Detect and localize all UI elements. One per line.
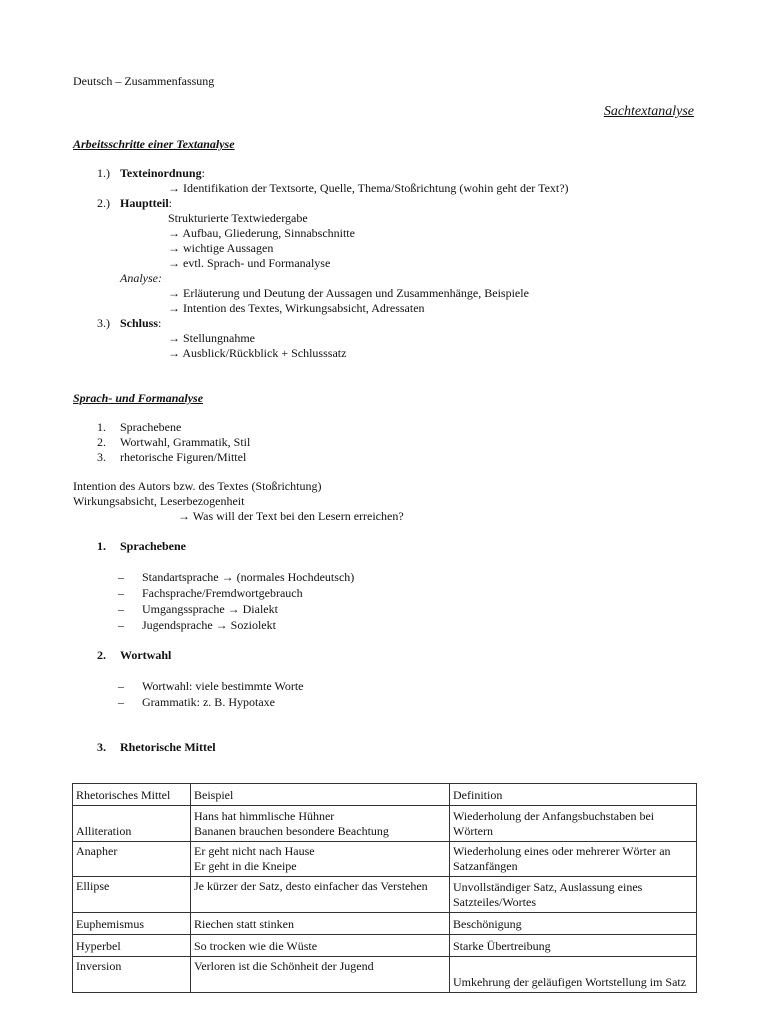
- table-cell-definition: Unvollständiger Satz, Auslassung eines Satzteiles/Wortes: [450, 877, 697, 913]
- bullet-item: Umgangssprache → Dialekt: [142, 602, 278, 616]
- table-cell-beispiel: Er geht nicht nach Hause Er geht in die Kneipe: [191, 842, 450, 877]
- subsection-number: 1.: [97, 539, 106, 553]
- analyse-label: Analyse:: [120, 271, 162, 285]
- subsection-number: 2.: [97, 648, 106, 662]
- list-number: 2.: [97, 435, 106, 449]
- table-cell-mittel: Anapher: [73, 842, 191, 877]
- step-detail: → wichtige Aussagen: [168, 241, 274, 255]
- table-row: [73, 935, 697, 957]
- table-cell-mittel: Ellipse: [73, 877, 191, 913]
- step-detail: → Intention des Textes, Wirkungsabsicht, Adressaten: [168, 301, 425, 315]
- section-heading-sprach-formanalyse: Sprach- und Formanalyse: [73, 391, 204, 405]
- table-header-cell: Definition: [450, 784, 697, 806]
- bullet-item: Grammatik: z. B. Hypotaxe: [142, 695, 275, 709]
- list-item: Wortwahl, Grammatik, Stil: [120, 435, 251, 449]
- list-number: 3.: [97, 450, 106, 464]
- table-cell-beispiel: Hans hat himmlische Hühner Bananen brauchen besondere Beachtung: [191, 806, 450, 842]
- table-row: [73, 842, 697, 877]
- table-cell-beispiel: Verloren ist die Schönheit der Jugend: [191, 957, 450, 993]
- bullet-item: Jugendsprache → Soziolekt: [142, 618, 276, 632]
- list-number: 1.: [97, 420, 106, 434]
- table-cell-definition: Beschönigung: [450, 913, 697, 935]
- table-header-cell: Beispiel: [191, 784, 450, 806]
- page-title: Sachtextanalyse: [603, 104, 694, 119]
- subsection-heading-rhetorische-mittel: Rhetorische Mittel: [120, 740, 216, 754]
- step-detail: → evtl. Sprach- und Formanalyse: [168, 256, 331, 270]
- table-header-cell: Rhetorisches Mittel: [73, 784, 191, 806]
- table-row: [73, 877, 697, 913]
- step-label-schluss: Schluss:: [120, 316, 162, 330]
- table-cell-mittel: Hyperbel: [73, 935, 191, 957]
- rhetoric-table: [72, 783, 697, 993]
- dash-bullet: –: [118, 679, 124, 693]
- table-cell-beispiel: Je kürzer der Satz, desto einfacher das Verstehen: [191, 877, 450, 913]
- list-item: Sprachebene: [120, 420, 182, 434]
- intention-text: Wirkungsabsicht, Leserbezogenheit: [73, 494, 245, 508]
- step-number: 1.): [97, 166, 110, 180]
- list-item: rhetorische Figuren/Mittel: [120, 450, 247, 464]
- dash-bullet: –: [118, 618, 124, 632]
- table-row: [73, 806, 697, 842]
- step-number: 3.): [97, 316, 110, 330]
- dash-bullet: –: [118, 602, 124, 616]
- intention-text: Intention des Autors bzw. des Textes (Stoßrichtung): [73, 479, 322, 493]
- bullet-item: Fachsprache/Fremdwortgebrauch: [142, 586, 303, 600]
- table-header-row: [73, 784, 697, 806]
- section-heading-arbeitsschritte: Arbeitsschritte einer Textanalyse: [73, 137, 235, 151]
- step-label-texteinordnung: Texteinordnung:: [120, 166, 205, 180]
- step-detail: → Aufbau, Gliederung, Sinnabschnitte: [168, 226, 355, 240]
- table-cell-beispiel: Riechen statt stinken: [191, 913, 450, 935]
- step-detail: Strukturierte Textwiedergabe: [168, 211, 308, 225]
- intention-text: → Was will der Text bei den Lesern erreichen?: [178, 509, 404, 523]
- step-detail: → Erläuterung und Deutung der Aussagen und Zusammenhänge, Beispiele: [168, 286, 529, 300]
- dash-bullet: –: [118, 695, 124, 709]
- bullet-item: Wortwahl: viele bestimmte Worte: [142, 679, 304, 693]
- table-cell-definition: Umkehrung der geläufigen Wortstellung im Satz: [450, 957, 697, 993]
- table-cell-definition: Starke Übertreibung: [450, 935, 697, 957]
- subsection-number: 3.: [97, 740, 106, 754]
- step-detail: → Identifikation der Textsorte, Quelle, Thema/Stoßrichtung (wohin geht der Text?): [168, 181, 569, 195]
- table-cell-definition: Wiederholung eines oder mehrerer Wörter an Satzanfängen: [450, 842, 697, 877]
- step-detail: → Ausblick/Rückblick + Schlusssatz: [168, 346, 347, 360]
- dash-bullet: –: [118, 570, 124, 584]
- table-cell-mittel: Alliteration: [73, 806, 191, 842]
- bullet-item: Standartsprache → (normales Hochdeutsch): [142, 570, 355, 584]
- table-cell-definition: Wiederholung der Anfangsbuchstaben bei Wörtern: [450, 806, 697, 842]
- table-row: [73, 957, 697, 993]
- step-detail: → Stellungnahme: [168, 331, 255, 345]
- step-number: 2.): [97, 196, 110, 210]
- table-cell-mittel: Euphemismus: [73, 913, 191, 935]
- step-label-hauptteil: Hauptteil:: [120, 196, 173, 210]
- table-cell-mittel: Inversion: [73, 957, 191, 993]
- table-row: [73, 913, 697, 935]
- subsection-heading-wortwahl: Wortwahl: [120, 648, 172, 662]
- dash-bullet: –: [118, 586, 124, 600]
- table-cell-beispiel: So trocken wie die Wüste: [191, 935, 450, 957]
- subsection-heading-sprachebene: Sprachebene: [120, 539, 186, 553]
- document-label: Deutsch – Zusammenfassung: [73, 74, 215, 88]
